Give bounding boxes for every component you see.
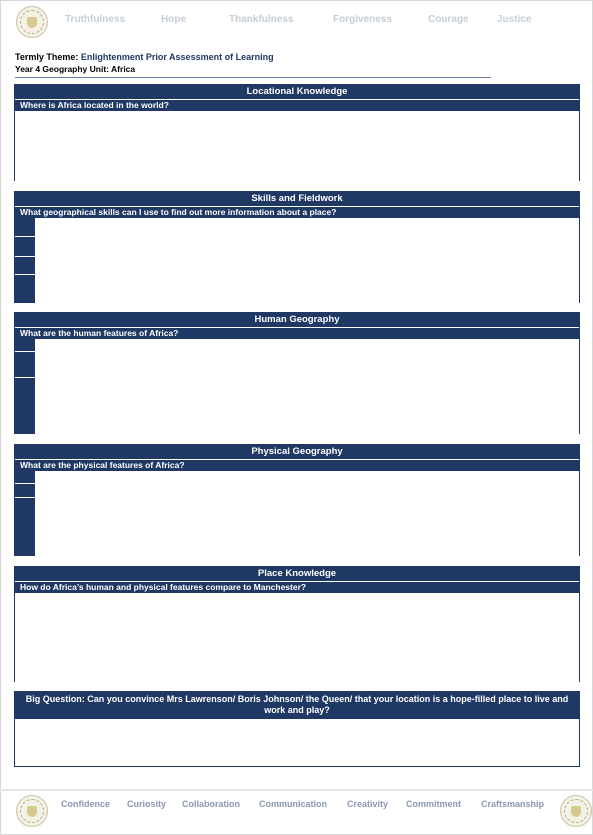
footer-value-collaboration: Collaboration <box>182 799 240 809</box>
answer-side-strip <box>15 471 35 556</box>
section-question: Where is Africa located in the world? <box>15 100 579 111</box>
section-question: What geographical skills can I use to find out more information about a place? <box>15 207 579 218</box>
theme-value: Enlightenment Prior Assessment of Learning <box>80 52 274 62</box>
footer-value-creativity: Creativity <box>347 799 389 809</box>
document-heading <box>15 52 274 74</box>
section-title: Physical Geography <box>15 445 579 460</box>
footer-value-commitment: Commitment <box>406 799 462 809</box>
section-big-question <box>14 691 580 767</box>
value-thankfulness: Thankfulness <box>229 14 294 25</box>
section-skills-fieldwork <box>14 191 580 303</box>
school-logo-footer-right <box>560 795 592 827</box>
unit-title: Year 4 Geography Unit: Africa <box>15 64 136 74</box>
value-truthfulness: Truthfulness <box>65 14 126 25</box>
section-title: Place Knowledge <box>15 567 579 582</box>
footer-value-communication: Communication <box>259 799 328 809</box>
footer-value-confidence: Confidence <box>61 799 111 809</box>
section-title: Skills and Fieldwork <box>15 192 579 207</box>
answer-side-strip <box>15 339 35 434</box>
section-place-knowledge <box>14 566 580 682</box>
footer-value-curiosity: Curiosity <box>127 799 167 809</box>
value-courage: Courage <box>428 14 469 25</box>
answer-area[interactable] <box>15 111 579 181</box>
footer-divider <box>0 789 593 791</box>
value-hope: Hope <box>161 14 186 25</box>
section-question: How do Africa’s human and physical features compare to Manchester? <box>15 582 579 593</box>
heading-rule <box>15 77 491 78</box>
section-question: What are the physical features of Africa? <box>15 460 579 471</box>
big-question-title: Big Question: Can you convince Mrs Lawrenson/ Boris Johnson/ the Queen/ that your location is a hope-filled place to live and work and play? <box>15 692 579 718</box>
section-question: What are the human features of Africa? <box>15 328 579 339</box>
footer-value-craftsmanship: Craftsmanship <box>481 799 545 809</box>
section-locational-knowledge <box>14 84 580 181</box>
section-physical-geography <box>14 444 580 556</box>
answer-area[interactable] <box>15 339 579 434</box>
section-title: Locational Knowledge <box>15 85 579 100</box>
section-human-geography <box>14 312 580 434</box>
school-logo <box>16 6 48 38</box>
theme-label: Termly Theme: <box>15 52 79 62</box>
answer-area[interactable] <box>15 471 579 556</box>
header-bar <box>0 0 593 40</box>
value-forgiveness: Forgiveness <box>333 14 392 25</box>
school-logo-footer-left <box>16 795 48 827</box>
answer-side-strip <box>15 218 35 303</box>
section-title: Human Geography <box>15 313 579 328</box>
answer-area[interactable] <box>15 593 579 682</box>
answer-area[interactable] <box>15 218 579 303</box>
value-justice: Justice <box>497 14 532 25</box>
answer-area[interactable] <box>15 718 579 766</box>
